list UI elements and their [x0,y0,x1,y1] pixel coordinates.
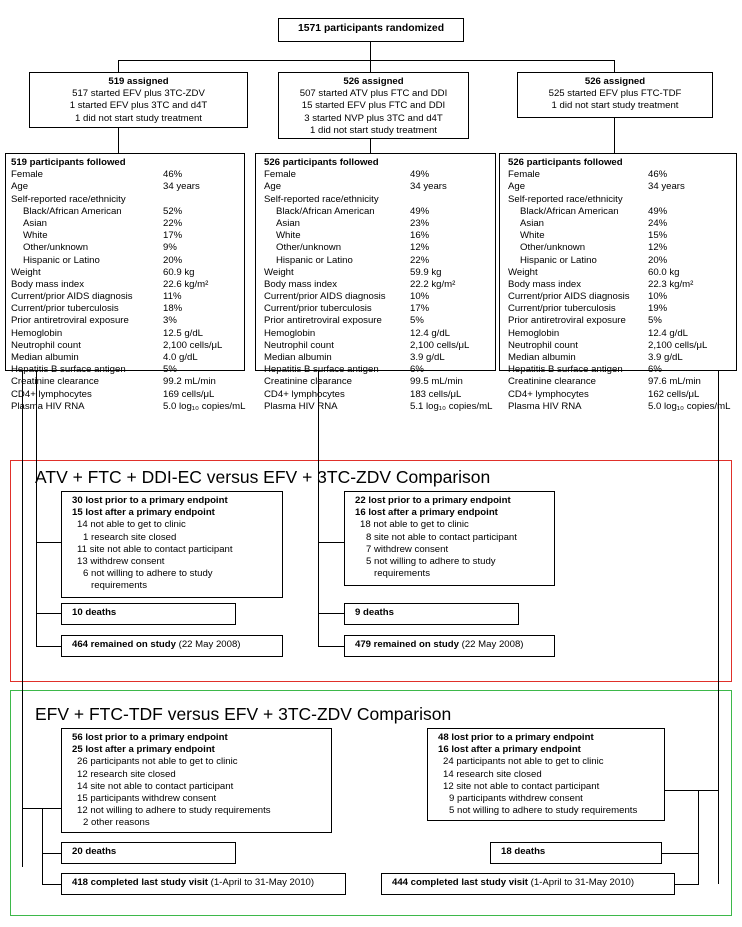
baseline-value: 5.0 log₁₀ copies/mL [163,400,246,412]
lost-reason: 26 participants not able to get to clinic [77,756,238,768]
baseline-value: 34 years [648,181,685,193]
baseline-value: 5% [648,315,662,327]
arm3-assigned-box [517,72,713,118]
arm2-followed-title: 526 participants followed [264,157,379,168]
baseline-value: 99.5 mL/min [410,376,463,388]
baseline-label: Current/prior tuberculosis [264,303,372,315]
baseline-row [508,267,736,279]
baseline-value: 183 cells/μL [410,388,462,400]
baseline-value: 59.9 kg [410,266,442,278]
baseline-value: 22% [410,254,430,266]
assigned-line: 15 started EFV plus FTC and DDI [301,100,446,112]
remained-date: (22 May 2008) [178,639,241,650]
baseline-label: Age [508,181,526,193]
connector [370,138,371,153]
lost-reason: 14 site not able to contact participant [77,780,234,792]
baseline-value: 162 cells/μL [648,388,700,400]
baseline-value: 4.0 g/dL [163,352,198,364]
baseline-row [508,352,736,364]
baseline-row [11,169,244,181]
connector [664,790,719,791]
lost-reason: 5 not willing to adhere to study requirements [449,805,638,817]
baseline-value: 52% [163,205,183,217]
baseline-label: Prior antiretroviral exposure [508,315,626,327]
lost-reason: 7 withdrew consent [366,543,449,555]
comparison1-left-lost-box [61,491,283,598]
baseline-row [508,328,736,340]
baseline-label: Age [264,181,282,193]
lost-bold-line: 16 lost after a primary endpoint [355,507,498,519]
baseline-row [508,315,736,327]
baseline-label: White [520,230,545,242]
baseline-label: Black/African American [23,205,122,217]
baseline-value: 2,100 cells/μL [163,339,223,351]
baseline-label: Plasma HIV RNA [11,400,85,412]
baseline-row [11,303,244,315]
baseline-value: 60.0 kg [648,266,680,278]
comparison2-left-completed-box [61,873,346,895]
baseline-label: Self-reported race/ethnicity [508,193,623,205]
baseline-label: Hepatitis B surface antigen [264,364,379,376]
baseline-value: 49% [648,205,668,217]
baseline-label: Median albumin [264,352,332,364]
comparison1-left-remained-box [61,635,283,657]
baseline-row [508,389,736,401]
baseline-label: Female [508,169,540,181]
baseline-row [11,401,244,413]
deaths-label: 9 deaths [355,607,394,618]
baseline-row [264,255,495,267]
comparison1-left-deaths-box [61,603,236,625]
connector [698,790,699,885]
connector [36,613,61,614]
baseline-label: CD4+ lymphocytes [11,388,92,400]
connector [614,60,615,72]
arm1-baseline-list [11,169,244,413]
arm3-baseline-list [508,169,736,413]
baseline-row [508,291,736,303]
remained-label: 479 remained on study [355,639,459,650]
baseline-value: 2,100 cells/μL [648,339,708,351]
baseline-row [264,340,495,352]
baseline-label: Creatinine clearance [264,376,352,388]
connector [370,40,371,72]
comparison2-right-completed-box [381,873,675,895]
baseline-value: 46% [163,169,183,181]
baseline-value: 24% [648,217,668,229]
lost-reason: 6 not willing to adhere to study [83,568,213,580]
baseline-row [264,401,495,413]
connector [118,127,119,153]
connector [614,117,615,153]
arm3-followed-title: 526 participants followed [508,157,623,168]
comparison1-right-remained-box [344,635,555,657]
baseline-value: 2,100 cells/μL [410,339,470,351]
baseline-label: Neutrophil count [508,339,578,351]
baseline-row [11,340,244,352]
lost-bold-line: 30 lost prior to a primary endpoint [72,495,228,506]
baseline-label: CD4+ lymphocytes [508,388,589,400]
baseline-value: 12.5 g/dL [163,327,204,339]
arm1-followed-box [5,153,246,412]
lost-reason: 14 research site closed [443,768,542,780]
baseline-label: Weight [508,266,538,278]
connector [118,60,615,61]
baseline-label: Current/prior tuberculosis [508,303,616,315]
baseline-row [11,364,244,376]
baseline-value: 19% [648,303,668,315]
baseline-value: 3.9 g/dL [648,352,683,364]
baseline-row [11,328,244,340]
baseline-value: 49% [410,169,430,181]
baseline-row [11,242,244,254]
lost-reason: 12 site not able to contact participant [443,780,600,792]
arm1-assigned-box [29,72,248,128]
lost-reason: requirements [91,580,147,592]
assigned-line: 1 did not start study treatment [551,100,679,112]
baseline-label: Plasma HIV RNA [508,400,582,412]
baseline-label: Female [11,169,43,181]
baseline-label: Prior antiretroviral exposure [11,315,129,327]
baseline-row [11,181,244,193]
baseline-row [508,218,736,230]
lost-reason: 8 site not able to contact participant [366,531,517,543]
comparison1-title: ATV + FTC + DDI-EC versus EFV + 3TC-ZDV Comparison [35,467,491,487]
baseline-value: 49% [410,205,430,217]
baseline-label: Black/African American [520,205,619,217]
comparison1-right-lost-box [344,491,555,586]
baseline-row [264,169,495,181]
baseline-value: 12.4 g/dL [648,327,689,339]
baseline-label: Plasma HIV RNA [264,400,338,412]
lost-reason: 15 participants withdrew consent [77,793,217,805]
baseline-label: Creatinine clearance [508,376,596,388]
connector [42,808,43,884]
baseline-row [508,181,736,193]
baseline-row [11,206,244,218]
baseline-row [11,376,244,388]
baseline-label: Self-reported race/ethnicity [264,193,379,205]
baseline-label: Hemoglobin [11,327,63,339]
baseline-row [11,389,244,401]
baseline-label: Hispanic or Latino [520,254,597,266]
baseline-value: 22.6 kg/m² [163,278,209,290]
baseline-row [508,279,736,291]
baseline-label: Creatinine clearance [11,376,99,388]
baseline-label: Other/unknown [520,242,586,254]
baseline-value: 17% [163,230,183,242]
lost-reason: 1 research site closed [83,531,177,543]
baseline-label: Asian [520,217,544,229]
baseline-row [264,376,495,388]
baseline-label: Other/unknown [276,242,342,254]
baseline-label: Neutrophil count [11,339,81,351]
completed-date: (1-April to 31-May 2010) [210,877,315,888]
baseline-label: Current/prior tuberculosis [11,303,119,315]
baseline-label: Other/unknown [23,242,89,254]
baseline-row [11,267,244,279]
baseline-row [264,267,495,279]
baseline-row [264,194,495,206]
lost-bold-line: 56 lost prior to a primary endpoint [72,732,228,743]
completed-label: 444 completed last study visit [392,877,528,888]
lost-reason: 5 not willing to adhere to study [366,556,496,568]
baseline-value: 60.9 kg [163,266,195,278]
baseline-value: 20% [648,254,668,266]
baseline-row [264,181,495,193]
connector [318,646,344,647]
baseline-value: 23% [410,217,430,229]
arm1-assigned-title: 519 assigned [108,76,169,87]
baseline-label: Body mass index [264,278,338,290]
baseline-row [508,169,736,181]
connector [118,60,119,72]
baseline-label: Median albumin [11,352,79,364]
baseline-row [508,255,736,267]
comparison2-left-deaths-box [61,842,236,864]
assigned-line: 1 started EFV plus 3TC and d4T [69,100,208,112]
assigned-line: 507 started ATV plus FTC and DDI [299,88,448,100]
lost-bold-line: 25 lost after a primary endpoint [72,744,215,756]
baseline-row [11,291,244,303]
deaths-label: 10 deaths [72,607,117,618]
lost-reason: 24 participants not able to get to clinic [443,756,604,768]
connector [42,884,61,885]
connector [42,853,61,854]
baseline-value: 3.9 g/dL [410,352,445,364]
baseline-row [508,242,736,254]
baseline-row [264,218,495,230]
baseline-row [264,206,495,218]
baseline-row [264,352,495,364]
comparison2-left-lost-box [61,728,332,833]
baseline-value: 5.0 log₁₀ copies/mL [648,400,731,412]
connector [662,853,699,854]
baseline-label: Median albumin [508,352,576,364]
arm2-assigned-box [278,72,469,139]
baseline-value: 17% [410,303,430,315]
completed-label: 418 completed last study visit [72,877,208,888]
lost-reason: 2 other reasons [83,817,150,829]
baseline-value: 10% [410,291,430,303]
baseline-row [264,328,495,340]
baseline-value: 34 years [410,181,447,193]
baseline-value: 10% [648,291,668,303]
baseline-value: 9% [163,242,177,254]
baseline-value: 12.4 g/dL [410,327,451,339]
lost-reason: 13 withdrew consent [77,556,165,568]
lost-reason: requirements [374,568,430,580]
remained-label: 464 remained on study [72,639,176,650]
connector [318,613,344,614]
arm2-assigned-title: 526 assigned [343,76,404,87]
baseline-label: Asian [23,217,47,229]
baseline-label: Weight [264,266,294,278]
baseline-value: 22.2 kg/m² [410,278,456,290]
baseline-value: 5% [163,364,177,376]
remained-date: (22 May 2008) [461,639,524,650]
comparison2-title: EFV + FTC-TDF versus EFV + 3TC-ZDV Comparison [35,704,452,724]
connector [22,808,61,809]
lost-bold-line: 16 lost after a primary endpoint [438,744,581,756]
baseline-label: Black/African American [276,205,375,217]
randomized-label: 1571 participants randomized [297,23,445,34]
baseline-value: 97.6 mL/min [648,376,701,388]
baseline-row [264,230,495,242]
connector [318,542,344,543]
baseline-row [264,303,495,315]
comparison2-right-lost-box [427,728,665,821]
lost-reason: 12 not willing to adhere to study requirements [77,805,271,817]
baseline-value: 12% [648,242,668,254]
lost-reason: 12 research site closed [77,768,176,780]
randomized-box [278,18,464,42]
baseline-label: Weight [11,266,41,278]
assigned-line: 3 started NVP plus 3TC and d4T [304,112,443,124]
baseline-row [11,255,244,267]
baseline-value: 169 cells/μL [163,388,215,400]
baseline-label: Current/prior AIDS diagnosis [508,291,630,303]
comparison1-right-deaths-box [344,603,519,625]
baseline-value: 11% [163,291,182,303]
connector [22,370,23,867]
baseline-row [11,352,244,364]
baseline-value: 20% [163,254,183,266]
baseline-label: Current/prior AIDS diagnosis [11,291,133,303]
lost-reason: 14 not able to get to clinic [77,519,186,531]
baseline-label: Body mass index [11,278,85,290]
assigned-line: 1 did not start study treatment [75,112,202,124]
lost-reason: 18 not able to get to clinic [360,519,469,531]
connector [675,884,699,885]
baseline-row [508,340,736,352]
baseline-label: Hemoglobin [264,327,316,339]
baseline-value: 18% [163,303,183,315]
assigned-line: 1 did not start study treatment [310,124,437,136]
lost-reason: 11 site not able to contact participant [77,543,233,555]
lost-reason: 9 participants withdrew consent [449,793,583,805]
arm3-followed-box [499,153,737,412]
arm2-followed-box [255,153,496,412]
baseline-label: Prior antiretroviral exposure [264,315,382,327]
baseline-row [508,401,736,413]
lost-bold-line: 48 lost prior to a primary endpoint [438,732,594,743]
baseline-label: Asian [276,217,300,229]
baseline-value: 34 years [163,181,200,193]
baseline-row [11,315,244,327]
baseline-value: 22% [163,217,183,229]
comparison2-right-deaths-box [490,842,662,864]
connector [718,370,719,884]
baseline-value: 15% [648,230,668,242]
baseline-row [11,218,244,230]
completed-date: (1-April to 31-May 2010) [530,877,635,888]
baseline-value: 6% [410,364,424,376]
baseline-label: Neutrophil count [264,339,334,351]
baseline-row [264,389,495,401]
baseline-value: 3% [163,315,177,327]
baseline-value: 22.3 kg/m² [648,278,694,290]
connector [36,646,61,647]
baseline-row [508,206,736,218]
arm2-baseline-list [264,169,495,413]
baseline-label: Hepatitis B surface antigen [508,364,623,376]
arm1-followed-title: 519 participants followed [11,157,126,168]
baseline-label: Hispanic or Latino [23,254,100,266]
lost-bold-line: 15 lost after a primary endpoint [72,507,215,519]
baseline-label: Female [264,169,296,181]
baseline-value: 46% [648,169,668,181]
baseline-value: 5.1 log₁₀ copies/mL [410,400,493,412]
baseline-label: Age [11,181,29,193]
lost-bold-line: 22 lost prior to a primary endpoint [355,495,511,506]
baseline-row [264,364,495,376]
baseline-label: Self-reported race/ethnicity [11,193,126,205]
arm3-assigned-title: 526 assigned [584,76,646,87]
baseline-row [508,230,736,242]
baseline-row [508,364,736,376]
baseline-row [11,279,244,291]
baseline-label: Hemoglobin [508,327,560,339]
baseline-row [264,315,495,327]
baseline-label: Hispanic or Latino [276,254,353,266]
baseline-row [264,291,495,303]
baseline-row [264,242,495,254]
baseline-value: 16% [410,230,430,242]
baseline-row [508,194,736,206]
baseline-value: 99.2 mL/min [163,376,216,388]
baseline-label: Hepatitis B surface antigen [11,364,126,376]
baseline-row [11,194,244,206]
baseline-label: Current/prior AIDS diagnosis [264,291,386,303]
baseline-row [264,279,495,291]
baseline-label: Body mass index [508,278,582,290]
baseline-label: White [23,230,48,242]
baseline-value: 6% [648,364,662,376]
baseline-label: White [276,230,301,242]
baseline-row [508,376,736,388]
baseline-value: 12% [410,242,430,254]
baseline-value: 5% [410,315,424,327]
baseline-row [508,303,736,315]
baseline-label: CD4+ lymphocytes [264,388,345,400]
deaths-label: 20 deaths [72,846,117,857]
assigned-line: 517 started EFV plus 3TC-ZDV [72,88,205,100]
baseline-row [11,230,244,242]
assigned-line: 525 started EFV plus FTC-TDF [548,88,682,100]
deaths-label: 18 deaths [501,846,546,857]
connector [36,542,61,543]
